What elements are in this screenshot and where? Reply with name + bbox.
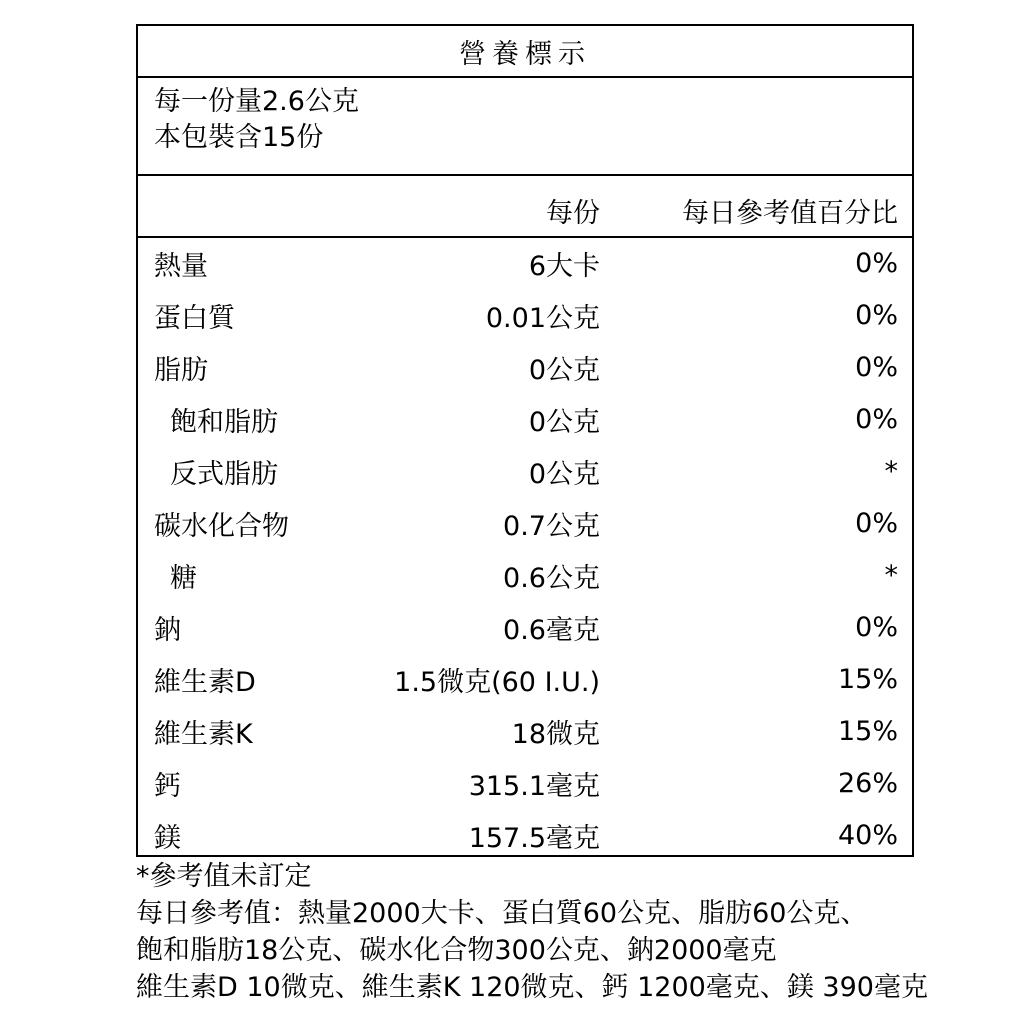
nutrient-name: 維生素K bbox=[154, 719, 253, 750]
table-title: 營養標示 bbox=[138, 26, 912, 78]
nutrient-daily-value: * bbox=[884, 456, 898, 487]
nutrient-name: 飽和脂肪 bbox=[170, 407, 278, 438]
table-row bbox=[138, 654, 912, 706]
nutrient-daily-value: 0% bbox=[855, 248, 898, 279]
table-row bbox=[138, 758, 912, 810]
nutrient-amount: 18微克 bbox=[511, 719, 600, 750]
nutrient-amount: 157.5毫克 bbox=[468, 823, 600, 854]
daily-value-header: 每日參考值百分比 bbox=[682, 198, 898, 229]
nutrient-name: 脂肪 bbox=[154, 355, 208, 386]
table-row bbox=[138, 706, 912, 758]
nutrient-daily-value: 40% bbox=[837, 820, 898, 851]
nutrient-amount: 0公克 bbox=[528, 355, 600, 386]
nutrient-rows bbox=[138, 238, 912, 862]
table-row bbox=[138, 342, 912, 394]
nutrient-amount: 0.7公克 bbox=[503, 511, 600, 542]
table-row bbox=[138, 290, 912, 342]
nutrient-amount: 315.1毫克 bbox=[468, 771, 600, 802]
nutrient-amount: 0公克 bbox=[528, 407, 600, 438]
nutrient-daily-value: 0% bbox=[855, 612, 898, 643]
nutrient-name: 鈣 bbox=[154, 771, 181, 802]
footnote-line: 每日參考值：熱量2000大卡、蛋白質60公克、脂肪60公克、 bbox=[136, 898, 868, 929]
table-row bbox=[138, 498, 912, 550]
nutrient-name: 反式脂肪 bbox=[170, 459, 278, 490]
footnote-line: 飽和脂肪18公克、碳水化合物300公克、鈉2000毫克 bbox=[136, 935, 777, 966]
table-row bbox=[138, 394, 912, 446]
servings-per-package: 本包裝含15份 bbox=[154, 122, 324, 153]
column-header-row bbox=[138, 176, 912, 238]
table-row bbox=[138, 602, 912, 654]
nutrient-amount: 0.01公克 bbox=[485, 303, 600, 334]
nutrient-name: 糖 bbox=[170, 563, 197, 594]
nutrient-name: 蛋白質 bbox=[154, 303, 235, 334]
nutrient-name: 維生素D bbox=[154, 667, 256, 698]
nutrient-name: 鈉 bbox=[154, 615, 181, 646]
nutrient-daily-value: 15% bbox=[837, 716, 898, 747]
nutrient-daily-value: 0% bbox=[855, 508, 898, 539]
footnote-line: 維生素D 10微克、維生素K 120微克、鈣 1200毫克、鎂 390毫克 bbox=[136, 972, 928, 1003]
footnotes bbox=[136, 858, 928, 1006]
table-row bbox=[138, 810, 912, 862]
nutrient-name: 熱量 bbox=[154, 251, 208, 282]
nutrient-daily-value: 0% bbox=[855, 300, 898, 331]
nutrient-daily-value: 0% bbox=[855, 404, 898, 435]
nutrient-daily-value: 15% bbox=[837, 664, 898, 695]
nutrient-daily-value: 26% bbox=[837, 768, 898, 799]
table-row bbox=[138, 446, 912, 498]
table-row bbox=[138, 238, 912, 290]
nutrient-name: 碳水化合物 bbox=[154, 511, 289, 542]
nutrient-amount: 6大卡 bbox=[528, 251, 600, 282]
table-row bbox=[138, 550, 912, 602]
footnote-line: *參考值未訂定 bbox=[136, 861, 312, 892]
nutrient-amount: 0公克 bbox=[528, 459, 600, 490]
nutrient-daily-value: 0% bbox=[855, 352, 898, 383]
nutrient-amount: 1.5微克(60 I.U.) bbox=[394, 667, 600, 698]
serving-size: 每一份量2.6公克 bbox=[154, 86, 359, 117]
per-serving-header: 每份 bbox=[546, 198, 600, 229]
nutrient-name: 鎂 bbox=[154, 823, 181, 854]
nutrient-amount: 0.6毫克 bbox=[503, 615, 600, 646]
nutrient-daily-value: * bbox=[884, 560, 898, 591]
nutrition-facts-table bbox=[136, 24, 914, 857]
nutrient-amount: 0.6公克 bbox=[503, 563, 600, 594]
serving-info bbox=[138, 78, 912, 176]
